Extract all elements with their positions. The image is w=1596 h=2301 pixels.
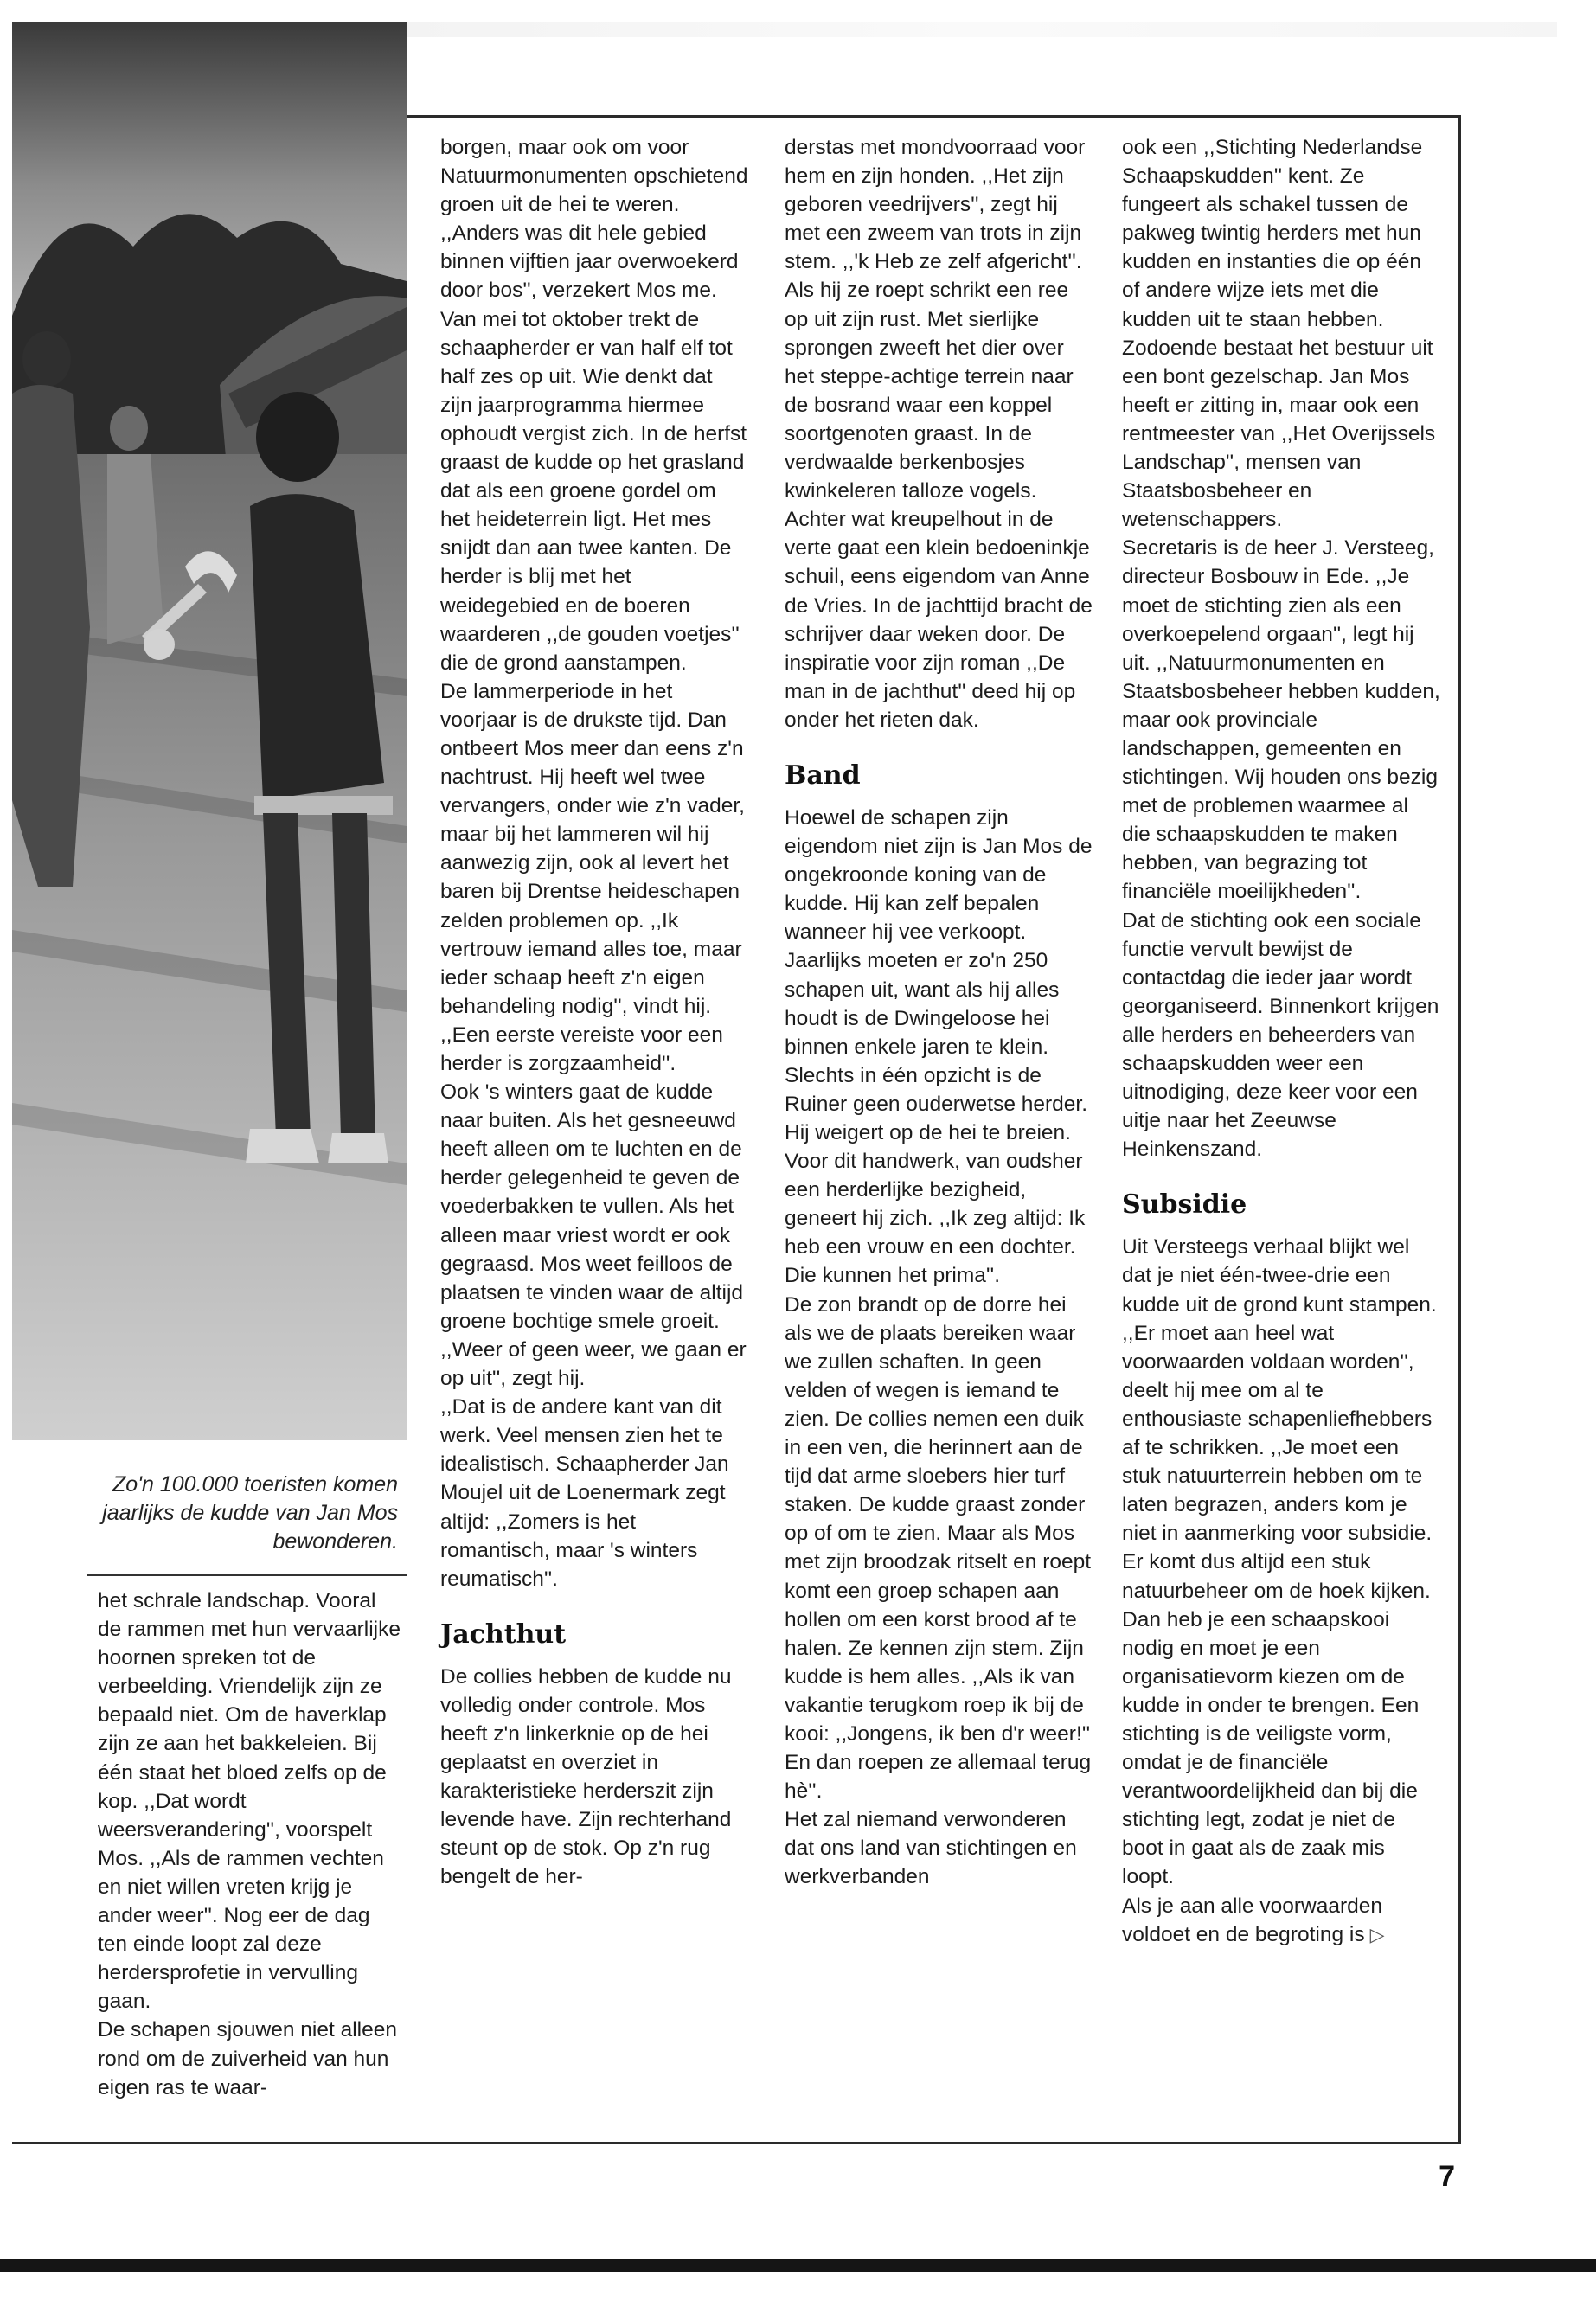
caption-rule xyxy=(87,1574,407,1576)
paragraph: ,,Dat is de andere kant van dit werk. Veel mensen zien het te idealistisch. Schaapherder Jan Moujel uit de Loenermark zegt altijd: ,,Zomers is het romantisch, maar 's winters reumatisch''. xyxy=(440,1395,729,1591)
paragraph: Dan heb je een schaapskooi nodig en moet je een organisatievorm kiezen om de kudde in onder te brengen. Een stichting is de veiligste vorm, omdat je de financiële verantwoordelijkheid dan bij die stichting legt, zodat je niet de boot in gaat als de zaak mis loopt. xyxy=(1122,1607,1420,1889)
paragraph: Dat de stichting ook een sociale functie vervult bewijst de contactdag die ieder jaar wordt georganiseerd. Binnenkort krijgen alle herders en beheerders van schaapskudden weer een uitnodiging, deze keer voor een uitje naar het Zeeuwse Heinkenszand. xyxy=(1122,908,1439,1162)
section-heading-subsidie: Subsidie xyxy=(1122,1189,1247,1221)
paragraph: De zon brandt op de dorre hei als we de plaats bereiken waar we zullen schaften. In geen velden of wegen is iemand te zien. De collies nemen een duik in een ven, die herinnert aan de tijd dat arme sloebers hier turf staken. De kudde graast zonder op of om te zien. Maar als Mos met zijn broodzak ritselt en roept komt een groep schapen aan hollen om een korst brood af te halen. Ze kennen zijn stem. Zijn kudde is hem alles. ,,Als ik van vakantie terugkom roep ik bij de kooi: ,,Jongens, ik ben d'r weer!'' En dan roepen ze allemaal terug hè''. xyxy=(785,1292,1092,1804)
paragraph-last xyxy=(1122,1892,1440,1949)
frame-rule-top xyxy=(407,115,1460,118)
paragraph: borgen, maar ook om voor Natuurmonumenten opschietend groen uit de hei te weren. ,,Anders was dit hele gebied binnen vijftien jaar overwoekerd door bos'', verzekert Mos me. xyxy=(440,136,748,303)
paragraph: De lammerperiode in het voorjaar is de drukste tijd. Dan ontbeert Mos meer dan eens z'n nachtrust. Hij heeft wel twee vervangers, onder wie z'n vader, maar bij het lammeren wil hij aanwezig zijn, ook al levert het baren bij Drentse heideschapen zelden problemen op. ,,Ik vertrouw iemand alles toe, maar ieder schaap heeft z'n eigen behandeling nodig'', vindt hij. ,,Een eerste vereiste voor een herder is zorgzaamheid''. xyxy=(440,679,745,1075)
paragraph: De schapen sjouwen niet alleen rond om de zuiverheid van hun eigen ras te waar- xyxy=(98,2018,397,2099)
frame-rule-right xyxy=(1458,115,1461,2144)
page-number: 7 xyxy=(1439,2160,1455,2193)
photo-tourists-with-children xyxy=(12,22,407,1440)
paragraph: ,,Weer of geen weer, we gaan er op uit'', zegt hij. xyxy=(440,1337,747,1391)
section-heading-jachthut: Jachthut xyxy=(440,1618,567,1650)
paragraph: Ook 's winters gaat de kudde naar buiten. Als het gesneeuwd heeft alleen om te luchten en de herder gelegenheid te geven de voederbakken te vullen. Als het alleen maar vriest wordt er ook gegraasd. Mos weet feilloos de plaatsen te vinden waar de altijd groene bochtige smele groeit. xyxy=(440,1080,744,1333)
frame-rule-bottom xyxy=(12,2142,1461,2144)
article-column-4 xyxy=(1122,133,1440,1949)
paragraph: Van mei tot oktober trekt de schaapherder er van half elf tot half zes op uit. Wie denkt dat zijn jaarprogramma hiermee ophoudt vergist zich. In de herfst graast de kudde op het grasland dat als een groene gordel om het heideterrein ligt. Het mes snijdt dan aan twee kanten. De herder is blij met het weidegebied en de boeren waarderen ,,de gouden voetjes'' die de grond aanstampen. xyxy=(440,307,747,675)
section-heading-band: Band xyxy=(785,760,861,791)
photo-caption: Zo'n 100.000 toeristen komen jaarlijks de kudde van Jan Mos bewonderen. xyxy=(102,1472,398,1554)
paragraph: Secretaris is de heer J. Versteeg, directeur Bosbouw in Ede. ,,Je moet de stichting zien als een overkoepelend orgaan'', legt hij uit. ,,Natuurmonumenten en Staatsbosbeheer hebben kudden, maar ook provinciale landschappen, gemeenten en stichtingen. Wij houden ons bezig met de problemen waarmee al die schaapskudden te maken hebben, van begrazing tot financiële moeilijkheden''. xyxy=(1122,536,1440,904)
paragraph: het schrale landschap. Vooral de rammen met hun vervaarlijke hoornen spreken tot de verbeelding. Vriendelijk zijn ze bepaald niet. Om de haverklap zijn ze aan het bakkeleien. Bij één staat het bloed zelfs op de kop. ,,Dat wordt weersverandering'', voorspelt Mos. ,,Als de rammen vechten en niet willen vreten krijg je ander weer''. Nog eer de dag ten einde loopt zal deze herdersprofetie in vervulling gaan. xyxy=(98,1589,401,2014)
paragraph: Slechts in één opzicht is de Ruiner geen ouderwetse herder. Hij weigert op de hei te breien. Voor dit handwerk, van oudsher een herderlijke bezigheid, geneert hij zich. ,,Ik zeg altijd: Ik heb een vrouw en een dochter. Die kunnen het prima''. xyxy=(785,1063,1088,1288)
article-column-1 xyxy=(98,1586,402,2102)
paragraph: Hoewel de schapen zijn eigendom niet zijn is Jan Mos de ongekroonde koning van de kudde. Hij kan zelf bepalen wanneer hij vee verkoopt. Jaarlijks moeten er zo'n 250 schapen uit, want als hij alles houdt is de Dwingeloose hei binnen enkele jaren te klein. xyxy=(785,805,1093,1059)
article-column-2 xyxy=(440,133,750,1892)
top-bleed-strip xyxy=(407,22,1557,37)
paragraph: Het zal niemand verwonderen dat ons land van stichtingen en werkverbanden xyxy=(785,1808,1077,1889)
article-column-3 xyxy=(785,133,1094,1892)
paragraph: derstas met mondvoorraad voor hem en zijn honden. ,,Het zijn geboren veedrijvers'', zegt hij met een zweem van trots in zijn stem. ,,'k Heb ze zelf afgericht''. xyxy=(785,136,1086,274)
footer-rule xyxy=(0,2259,1596,2272)
continue-arrow-icon: ▷ xyxy=(1369,1923,1385,1945)
paragraph-text: Als je aan alle voorwaarden voldoet en de begroting is xyxy=(1122,1894,1382,1946)
paragraph: Uit Versteegs verhaal blijkt wel dat je niet één-twee-drie een kudde uit de grond kunt stampen. ,,Er moet aan heel wat voorwaarden voldaan worden'', deelt hij mee om al te enthousiaste schapenliefhebbers af te schrikken. ,,Je moet een stuk natuurterrein hebben om te laten begrazen, anders kom je niet in aanmerking voor subsidie. Er komt dus altijd een stuk natuurbeheer om de hoek kijken. xyxy=(1122,1235,1437,1603)
paragraph: ook een ,,Stichting Nederlandse Schaapskudden'' kent. Ze fungeert als schakel tussen de pakweg twintig herders met hun kudden en instanties die op één of andere wijze iets met die kudden uit te staan hebben. Zodoende bestaat het bestuur uit een bont gezelschap. Jan Mos heeft er zitting in, maar ook een rentmeester van ,,Het Overijssels Landschap'', mensen van Staatsbosbeheer en wetenschappers. xyxy=(1122,136,1436,532)
paragraph: Als hij ze roept schrikt een ree op uit zijn rust. Met sierlijke sprongen zweeft het dier over het steppe-achtige terrein naar de bosrand waar een koppel soortgenoten graast. In de verdwaalde berkenbosjes kwinkeleren talloze vogels. Achter wat kreupelhout in de verte gaat een klein bedoeninkje schuil, eens eigendom van Anne de Vries. In de jachttijd bracht de schrijver daar weken door. De inspiratie voor zijn roman ,,De man in de jachthut'' deed hij op onder het rieten dak. xyxy=(785,279,1093,732)
paragraph: De collies hebben de kudde nu volledig onder controle. Mos heeft z'n linkerknie op de hei geplaatst en overziet in karakteristieke herderszit zijn levende have. Zijn rechterhand steunt op de stok. Op z'n rug bengelt de her- xyxy=(440,1664,732,1889)
